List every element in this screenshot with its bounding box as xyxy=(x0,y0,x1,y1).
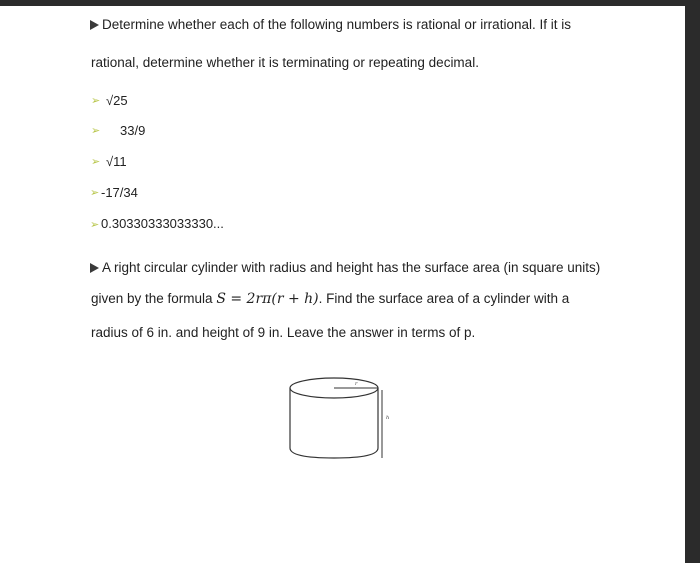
cylinder-figure xyxy=(287,376,397,466)
document-page xyxy=(0,6,685,563)
q1-text-1: Determine whether each of the following numbers is rational or irrational. If it is xyxy=(102,17,571,32)
cylinder-bottom-arc xyxy=(290,448,378,458)
q2-text-1: A right circular cylinder with radius and height has the surface area (in square units) xyxy=(102,260,601,275)
list-item: 33/9 xyxy=(120,123,146,138)
list-item: 0.30330333033330... xyxy=(101,216,224,231)
arrowhead-bullet-icon: ➢ xyxy=(91,125,101,137)
q1-line-1 xyxy=(90,17,571,32)
right-triangle-icon xyxy=(90,263,99,273)
q2-line-2 xyxy=(91,291,569,307)
arrowhead-bullet-icon: ➢ xyxy=(91,156,101,168)
arrowhead-bullet-icon: ➢ xyxy=(90,219,100,231)
right-triangle-icon xyxy=(90,20,99,30)
q1-line-2: rational, determine whether it is terminating or repeating decimal. xyxy=(91,55,479,70)
q2-line-1 xyxy=(90,260,600,275)
arrowhead-bullet-icon: ➢ xyxy=(90,187,100,199)
q2-text-2b: . Find the surface area of a cylinder with a xyxy=(318,291,570,306)
arrowhead-bullet-icon: ➢ xyxy=(91,95,101,107)
list-item: √25 xyxy=(106,93,128,108)
q2-line-3: radius of 6 in. and height of 9 in. Leave the answer in terms of p. xyxy=(91,325,476,340)
list-item: √11 xyxy=(106,154,127,169)
list-item: -17/34 xyxy=(101,185,138,200)
surface-area-formula: S = 2rπ(r + h) xyxy=(216,291,319,307)
radius-label: r xyxy=(355,381,358,387)
height-label: h xyxy=(386,415,390,421)
q2-text-2a: given by the formula xyxy=(91,291,217,306)
right-frame-bar xyxy=(685,0,700,563)
